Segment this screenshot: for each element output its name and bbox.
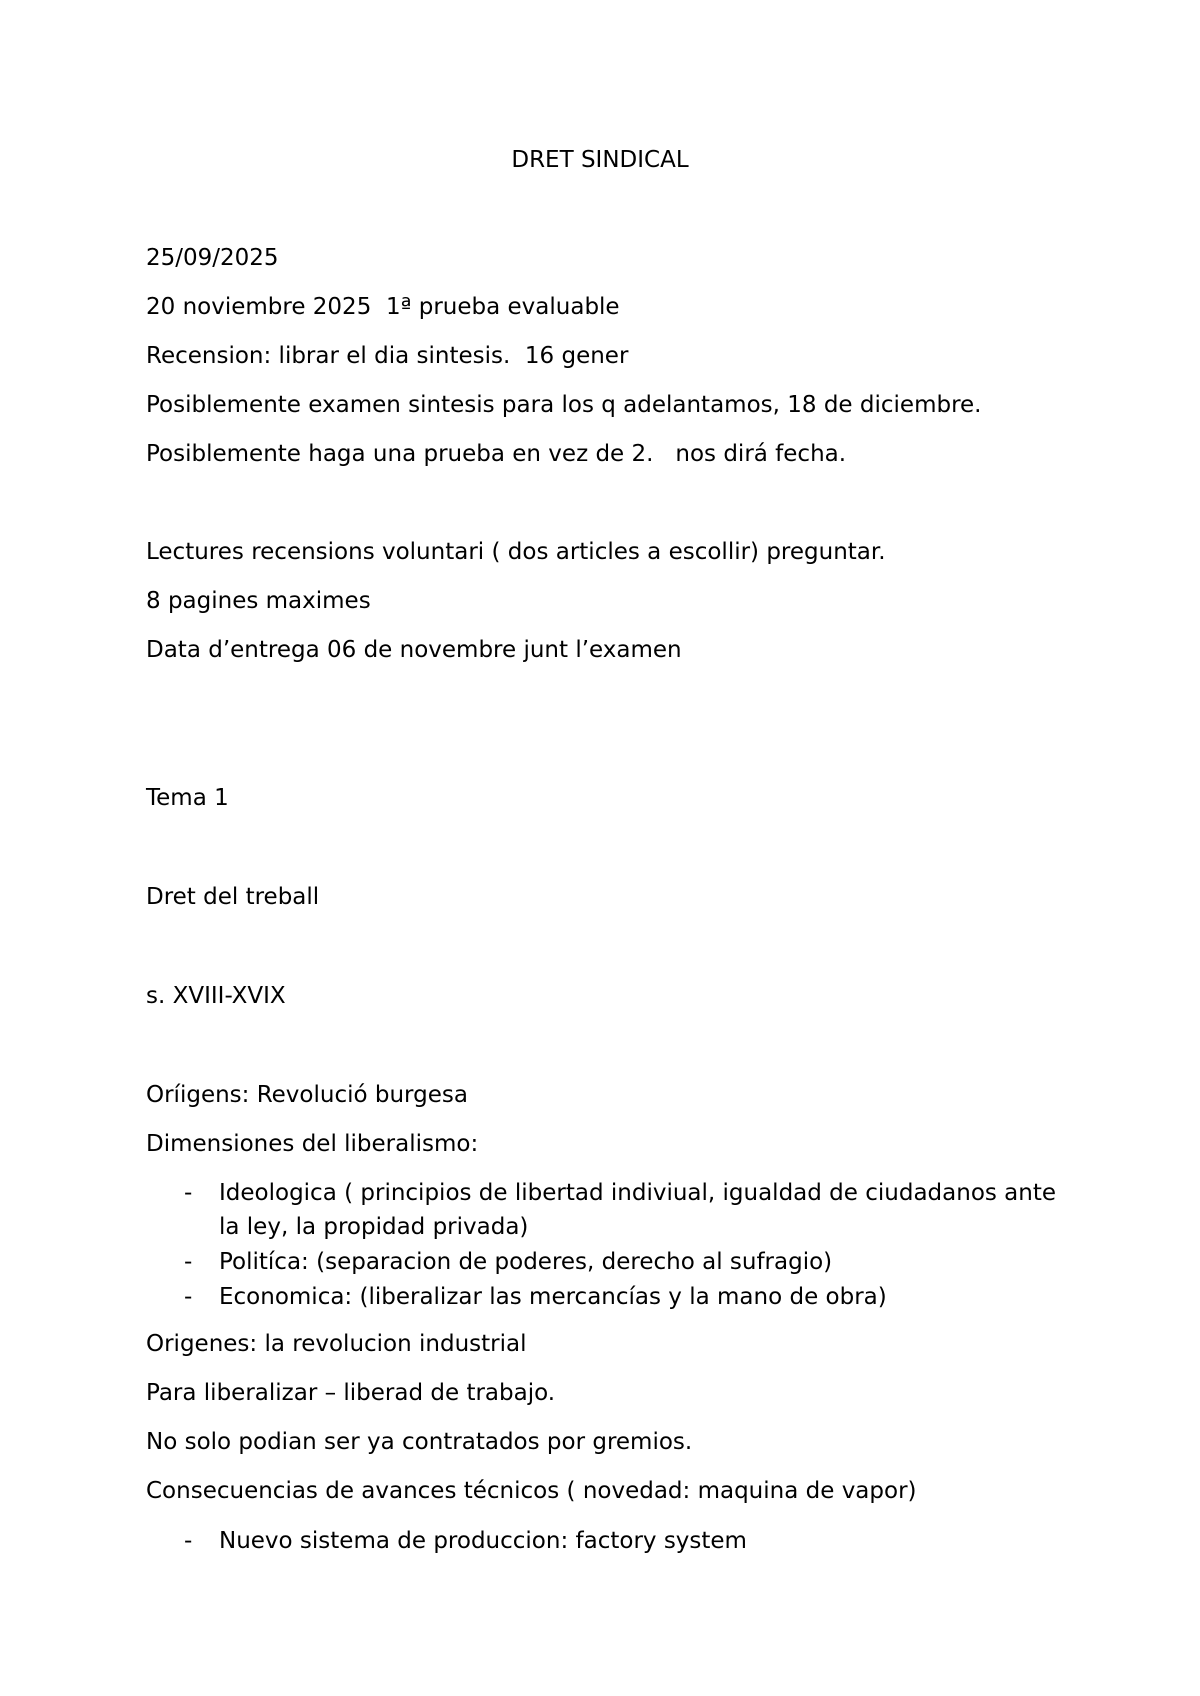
delivery-date-line: Data d’entrega 06 de novembre junt l’examen [146,637,682,663]
list-item: Nuevo sistema de produccion: factory system [219,1528,747,1554]
list-item: Ideologica ( principios de libertad indiviual, igualdad de ciudadanos ante la ley, la propidad privada) [219,1180,1057,1240]
recension-line: Recension: librar el dia sintesis. 16 gener [146,343,629,369]
bullet-marker: - [184,1284,193,1310]
liberalize-line: Para liberalizar – liberad de trabajo. [146,1380,556,1406]
lectures-line: Lectures recensions voluntari ( dos articles a escollir) preguntar. [146,539,886,565]
synthesis-exam-line: Posiblemente examen sintesis para los q adelantamos, 18 de diciembre. [146,392,982,418]
single-test-line: Posiblemente haga una prueba en vez de 2. nos dirá fecha. [146,441,847,467]
date-line: 25/09/2025 [146,245,279,271]
tema-heading: Tema 1 [146,785,229,811]
dimensions-heading: Dimensiones del liberalismo: [146,1131,479,1157]
pages-line: 8 pagines maximes [146,588,371,614]
consequences-line: Consecuencias de avances técnicos ( novedad: maquina de vapor) [146,1478,917,1504]
origins-line: Oríigens: Revolució burgesa [146,1082,468,1108]
bullet-marker: - [184,1180,193,1206]
industrial-revolution-line: Origenes: la revolucion industrial [146,1331,527,1357]
period-heading: s. XVIII-XVIX [146,983,286,1009]
guilds-line: No solo podian ser ya contratados por gremios. [146,1429,693,1455]
list-item: Politíca: (separacion de poderes, derecho al sufragio) [219,1249,833,1275]
document-title: DRET SINDICAL [511,147,689,173]
bullet-marker: - [184,1528,193,1554]
exam-date-line: 20 noviembre 2025 1ª prueba evaluable [146,294,620,320]
bullet-marker: - [184,1249,193,1275]
subject-heading: Dret del treball [146,884,320,910]
list-item: Economica: (liberalizar las mercancías y la mano de obra) [219,1284,887,1310]
